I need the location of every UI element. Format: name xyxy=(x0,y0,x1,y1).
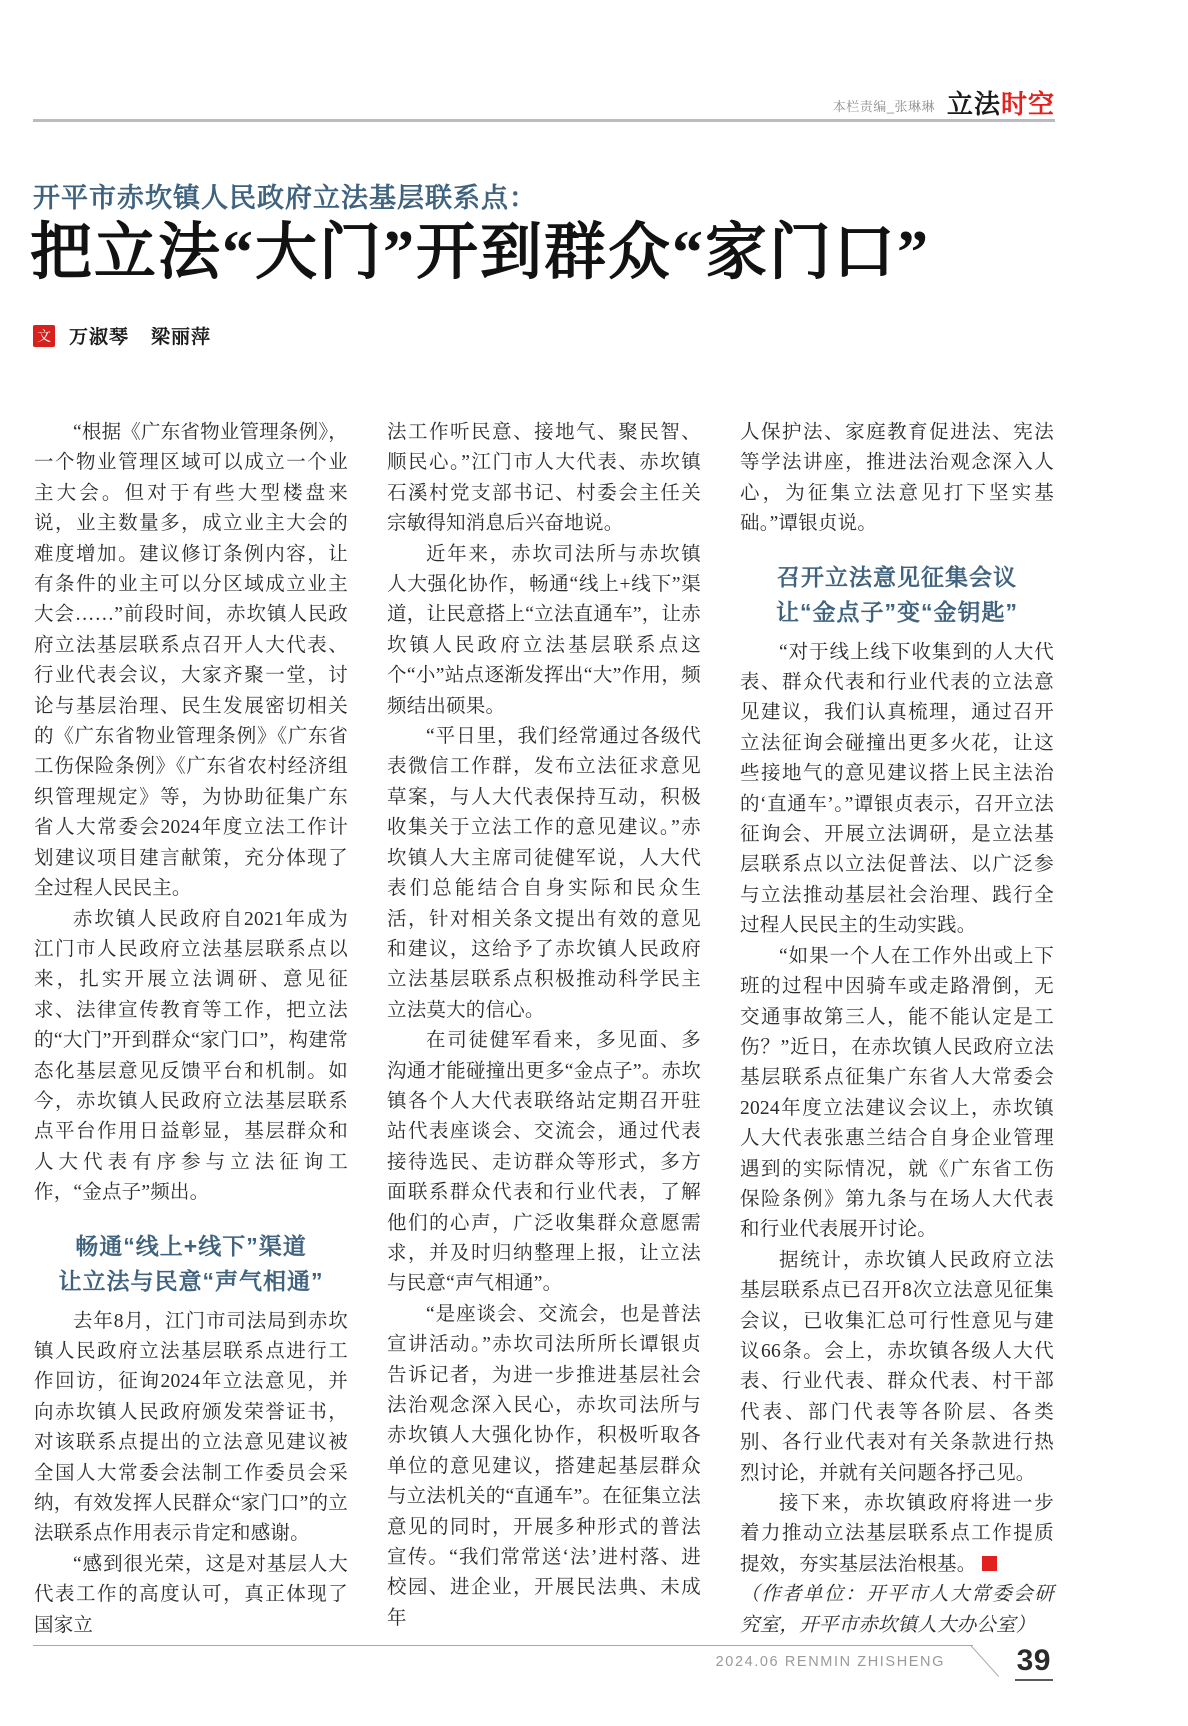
paragraph: 去年8月，江门市司法局到赤坎镇人民政府立法基层联系点进行工作回访，征询2024年立法意见，并向赤坎镇人民政府颁发荣誉证书，对该联系点提出的立法意见建议被全国人大常委会法制工作委员会采纳，有效发挥人民群众“家门口”的立法联系点作用表示肯定和感谢。 xyxy=(34,1310,348,1545)
byline-authors xyxy=(69,322,233,349)
column-logo xyxy=(947,91,1055,117)
masthead-rule xyxy=(33,119,1055,122)
section-heading-2 xyxy=(740,560,1054,630)
paragraph: “对于线上线下收集到的人大代表、群众代表和行业代表的立法意见建议，我们认真梳理，通过召开立法征询会碰撞出更多火花，让这些接地气的意见建议搭上民主法治的‘直通车’。”谭银贞表示，召开立法征询会、开展立法调研，是立法基层联系点以立法促普法、以广泛参与立法推动基层社会治理、践行全过程人民民主的生动实践。 xyxy=(740,641,1054,937)
paragraph: 人保护法、家庭教育促进法、宪法等学法讲座，推进法治观念深入人心，为征集立法意见打下坚实基础。”谭银贞说。 xyxy=(740,422,1054,535)
byline xyxy=(33,322,233,349)
article-body xyxy=(34,418,1054,1636)
section-heading-1-line1: 畅通“线上+线下”渠道 xyxy=(75,1232,307,1259)
column-1 xyxy=(34,418,348,1636)
paragraph: “如果一个人在工作外出或上下班的过程中因骑车或走路滑倒，无交通事故第三人，能不能认定是工伤？”近日，在赤坎镇人民政府立法基层联系点征集广东省人大常委会2024年度立法建议会议上，赤坎镇人大代表张惠兰结合自身企业管理遇到的实际情况，就《广东省工伤保险条例》第九条与在场人大代表和行业代表展开讨论。 xyxy=(740,945,1054,1241)
article-kicker: 开平市赤坎镇人民政府立法基层联系点： xyxy=(33,183,537,213)
page-number: 39 xyxy=(1015,1645,1053,1681)
paragraph: 据统计，赤坎镇人民政府立法基层联系点已召开8次立法意见征集会议，已收集汇总可行性意见与建议66条。会上，赤坎镇各级人大代表、行业代表、群众代表、村干部代表、部门代表等各阶层、各类别、各行业代表对有关条款进行热烈讨论，并就有关问题各抒己见。 xyxy=(740,1249,1054,1484)
section-heading-1-line2: 让立法与民意“声气相通” xyxy=(58,1267,324,1294)
page-title: 把立法“大门”开到群众“家门口” xyxy=(30,219,931,287)
column-logo-black: 立法 xyxy=(946,89,1001,119)
column-logo-red: 时空 xyxy=(1000,89,1055,119)
column-3 xyxy=(740,418,1054,1636)
author-affiliation: （作者单位：开平市人大常委会研究室，开平市赤坎镇人大办公室） xyxy=(740,1584,1054,1636)
end-mark-icon xyxy=(982,1556,997,1571)
paragraph: 在司徒健军看来，多见面、多沟通才能碰撞出更多“金点子”。赤坎镇各个人大代表联络站定期召开驻站代表座谈会、交流会，通过代表接待选民、走访群众等形式，多方面联系群众代表和行业代表，了解他们的心声，广泛收集群众意愿需求，并及时归纳整理上报，让立法与民意“声气相通”。 xyxy=(387,1030,701,1295)
section-heading-2-line2: 让“金点子”变“金钥匙” xyxy=(776,598,1018,625)
paragraph: 近年来，赤坎司法所与赤坎镇人大强化协作，畅通“线上+线下”渠道，让民意搭上“立法直通车”，让赤坎镇人民政府立法基层联系点这个“小”站点逐渐发挥出“大”作用，频频结出硕果。 xyxy=(387,543,701,717)
paragraph-final-text: 接下来，赤坎镇政府将进一步着力推动立法基层联系点工作提质提效，夯实基层法治根基。 xyxy=(740,1493,1054,1575)
paragraph: 赤坎镇人民政府自2021年成为江门市人民政府立法基层联系点以来，扎实开展立法调研、意见征求、法律宣传教育等工作，把立法的“大门”开到群众“家门口”，构建常态化基层意见反馈平台和机制。如今，赤坎镇人民政府立法基层联系点平台作用日益彰显，基层群众和人大代表有序参与立法征询工作，“金点子”频出。 xyxy=(34,908,348,1204)
paragraph: “感到很光荣，这是对基层人大代表工作的高度认可，真正体现了国家立 xyxy=(34,1553,348,1636)
paragraph-final xyxy=(740,1489,1054,1580)
masthead xyxy=(33,78,1055,122)
footer-rule xyxy=(33,1645,973,1646)
masthead-inner xyxy=(833,91,1055,117)
column-2 xyxy=(387,418,701,1629)
paragraph: “根据《广东省物业管理条例》，一个物业管理区域可以成立一个业主大会。但对于有些大型楼盘来说，业主数量多，成立业主大会的难度增加。建议修订条例内容，让有条件的业主可以分区域成立业主大会……”前段时间，赤坎镇人民政府立法基层联系点召开人大代表、行业代表会议，大家齐聚一堂，讨论与基层治理、民生发展密切相关的《广东省物业管理条例》《广东省工伤保险条例》《广东省农村经济组织管理规定》等，为协助征集广东省人大常委会2024年度立法工作计划建议项目建言献策，充分体现了全过程人民民主。 xyxy=(34,422,348,900)
byline-badge-icon: 文 xyxy=(33,325,55,347)
page-footer xyxy=(33,1645,1055,1695)
byline-author-2: 梁丽萍 xyxy=(151,327,212,348)
paragraph: “平日里，我们经常通过各级代表微信工作群，发布立法征求意见草案，与人大代表保持互动，积极收集关于立法工作的意见建议。”赤坎镇人大主席司徒健军说，人大代表们总能结合自身实际和民众生活，针对相关条文提出有效的意见和建议，这给予了赤坎镇人民政府立法基层联系点积极推动科学民主立法莫大的信心。 xyxy=(387,726,701,1021)
byline-author-1: 万淑琴 xyxy=(69,327,130,348)
section-heading-1 xyxy=(34,1229,348,1299)
section-heading-2-line1: 召开立法意见征集会议 xyxy=(777,563,1017,590)
footer-issue-text: 2024.06 RENMIN ZHISHENG xyxy=(715,1654,945,1670)
paragraph: 法工作听民意、接地气、聚民智、顺民心。”江门市人大代表、赤坎镇石溪村党支部书记、村委会主任关宗敏得知消息后兴奋地说。 xyxy=(387,422,701,535)
paragraph: “是座谈会、交流会，也是普法宣讲活动。”赤坎司法所所长谭银贞告诉记者，为进一步推进基层社会法治观念深入民心，赤坎司法所与赤坎镇人大强化协作，积极听取各单位的意见建议，搭建起基层群众与立法机关的“直通车”。在征集立法意见的同时，开展多种形式的普法宣传。“我们常常送‘法’进村落、进校园、进企业，开展民法典、未成年 xyxy=(387,1303,701,1629)
editor-credit: 本栏责编_张琳琳 xyxy=(832,99,935,114)
